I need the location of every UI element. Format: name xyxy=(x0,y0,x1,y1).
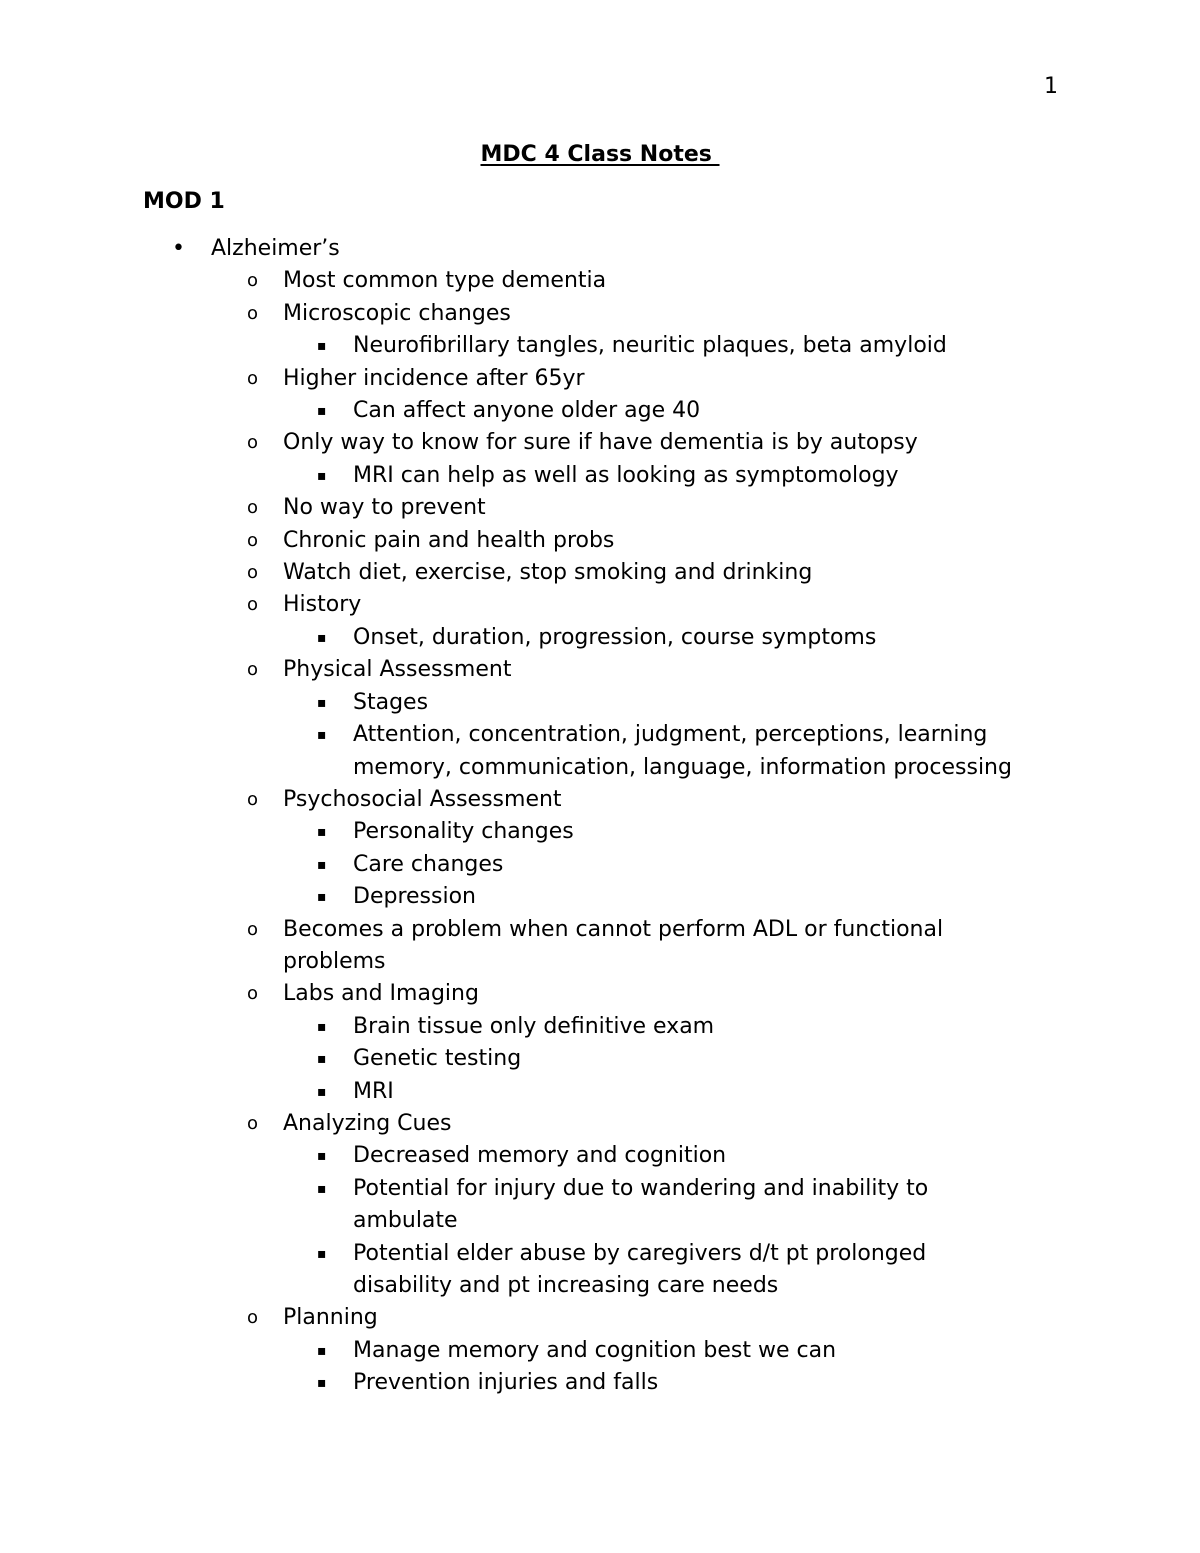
list-item: ▪ Decreased memory and cognition xyxy=(0,1140,1200,1172)
list-item: o Physical Assessment xyxy=(0,654,1200,686)
circle-bullet-icon: o xyxy=(247,659,259,681)
list-item: ▪ MRI xyxy=(0,1076,1200,1108)
circle-bullet-icon: o xyxy=(247,1307,259,1329)
notes-outline xyxy=(0,233,1200,1400)
list-item: o Higher incidence after 65yr xyxy=(0,363,1200,395)
bullet-icon: • xyxy=(172,236,185,261)
list-item: o Most common type dementia xyxy=(0,265,1200,297)
circle-bullet-icon: o xyxy=(247,529,259,551)
square-bullet-icon: ▪ xyxy=(317,727,327,744)
section-heading: MOD 1 xyxy=(143,189,225,214)
circle-bullet-icon: o xyxy=(247,497,259,519)
square-bullet-icon: ▪ xyxy=(317,1375,327,1392)
list-item: ▪ Stages xyxy=(0,687,1200,719)
list-item: o Psychosocial Assessment xyxy=(0,784,1200,816)
document-title-text: MDC 4 Class Notes xyxy=(480,142,720,167)
list-item: o Labs and Imaging xyxy=(0,978,1200,1010)
list-item: ▪ Neurofibrillary tangles, neuritic plaques, beta amyloid xyxy=(0,330,1200,362)
list-item: ▪ Potential for injury due to wandering and inability to ambulate xyxy=(0,1173,1200,1238)
circle-bullet-icon: o xyxy=(247,918,259,940)
circle-bullet-icon: o xyxy=(247,1112,259,1134)
square-bullet-icon: ▪ xyxy=(317,338,327,355)
circle-bullet-icon: o xyxy=(247,983,259,1005)
list-item: o Watch diet, exercise, stop smoking and drinking xyxy=(0,557,1200,589)
list-item: o No way to prevent xyxy=(0,492,1200,524)
circle-bullet-icon: o xyxy=(247,788,259,810)
circle-bullet-icon: o xyxy=(247,594,259,616)
list-item: o History xyxy=(0,589,1200,621)
square-bullet-icon: ▪ xyxy=(317,694,327,711)
square-bullet-icon: ▪ xyxy=(317,629,327,646)
circle-bullet-icon: o xyxy=(247,562,259,584)
square-bullet-icon: ▪ xyxy=(317,856,327,873)
circle-bullet-icon: o xyxy=(247,367,259,389)
list-item: ▪ Prevention injuries and falls xyxy=(0,1367,1200,1399)
square-bullet-icon: ▪ xyxy=(317,1342,327,1359)
list-item: • Alzheimer’s xyxy=(0,233,1200,265)
square-bullet-icon: ▪ xyxy=(317,824,327,841)
list-item: ▪ Manage memory and cognition best we can xyxy=(0,1335,1200,1367)
list-item: ▪ Brain tissue only definitive exam xyxy=(0,1011,1200,1043)
list-item: ▪ Can affect anyone older age 40 xyxy=(0,395,1200,427)
square-bullet-icon: ▪ xyxy=(317,1018,327,1035)
list-item: ▪ Potential elder abuse by caregivers d/t pt prolonged disability and pt increasing care needs xyxy=(0,1238,1200,1303)
list-item: ▪ Care changes xyxy=(0,849,1200,881)
circle-bullet-icon: o xyxy=(247,302,259,324)
list-item: ▪ Onset, duration, progression, course symptoms xyxy=(0,622,1200,654)
square-bullet-icon: ▪ xyxy=(317,1180,327,1197)
square-bullet-icon: ▪ xyxy=(317,467,327,484)
square-bullet-icon: ▪ xyxy=(317,403,327,420)
square-bullet-icon: ▪ xyxy=(317,1051,327,1068)
list-item: o Only way to know for sure if have dementia is by autopsy xyxy=(0,427,1200,459)
square-bullet-icon: ▪ xyxy=(317,1148,327,1165)
page-number: 1 xyxy=(1044,74,1058,99)
list-item: o Planning xyxy=(0,1302,1200,1334)
square-bullet-icon: ▪ xyxy=(317,1245,327,1262)
circle-bullet-icon: o xyxy=(247,270,259,292)
list-item: o Microscopic changes xyxy=(0,298,1200,330)
list-item: ▪ Attention, concentration, judgment, perceptions, learning memory, communication, language, information processing xyxy=(0,719,1200,784)
list-item: o Becomes a problem when cannot perform ADL or functional problems xyxy=(0,914,1200,979)
list-item: ▪ Depression xyxy=(0,881,1200,913)
list-item: o Analyzing Cues xyxy=(0,1108,1200,1140)
square-bullet-icon: ▪ xyxy=(317,889,327,906)
list-item: ▪ MRI can help as well as looking as symptomology xyxy=(0,460,1200,492)
square-bullet-icon: ▪ xyxy=(317,1083,327,1100)
list-item: ▪ Genetic testing xyxy=(0,1043,1200,1075)
list-item: o Chronic pain and health probs xyxy=(0,525,1200,557)
document-title xyxy=(0,142,1200,168)
list-item: ▪ Personality changes xyxy=(0,816,1200,848)
circle-bullet-icon: o xyxy=(247,432,259,454)
